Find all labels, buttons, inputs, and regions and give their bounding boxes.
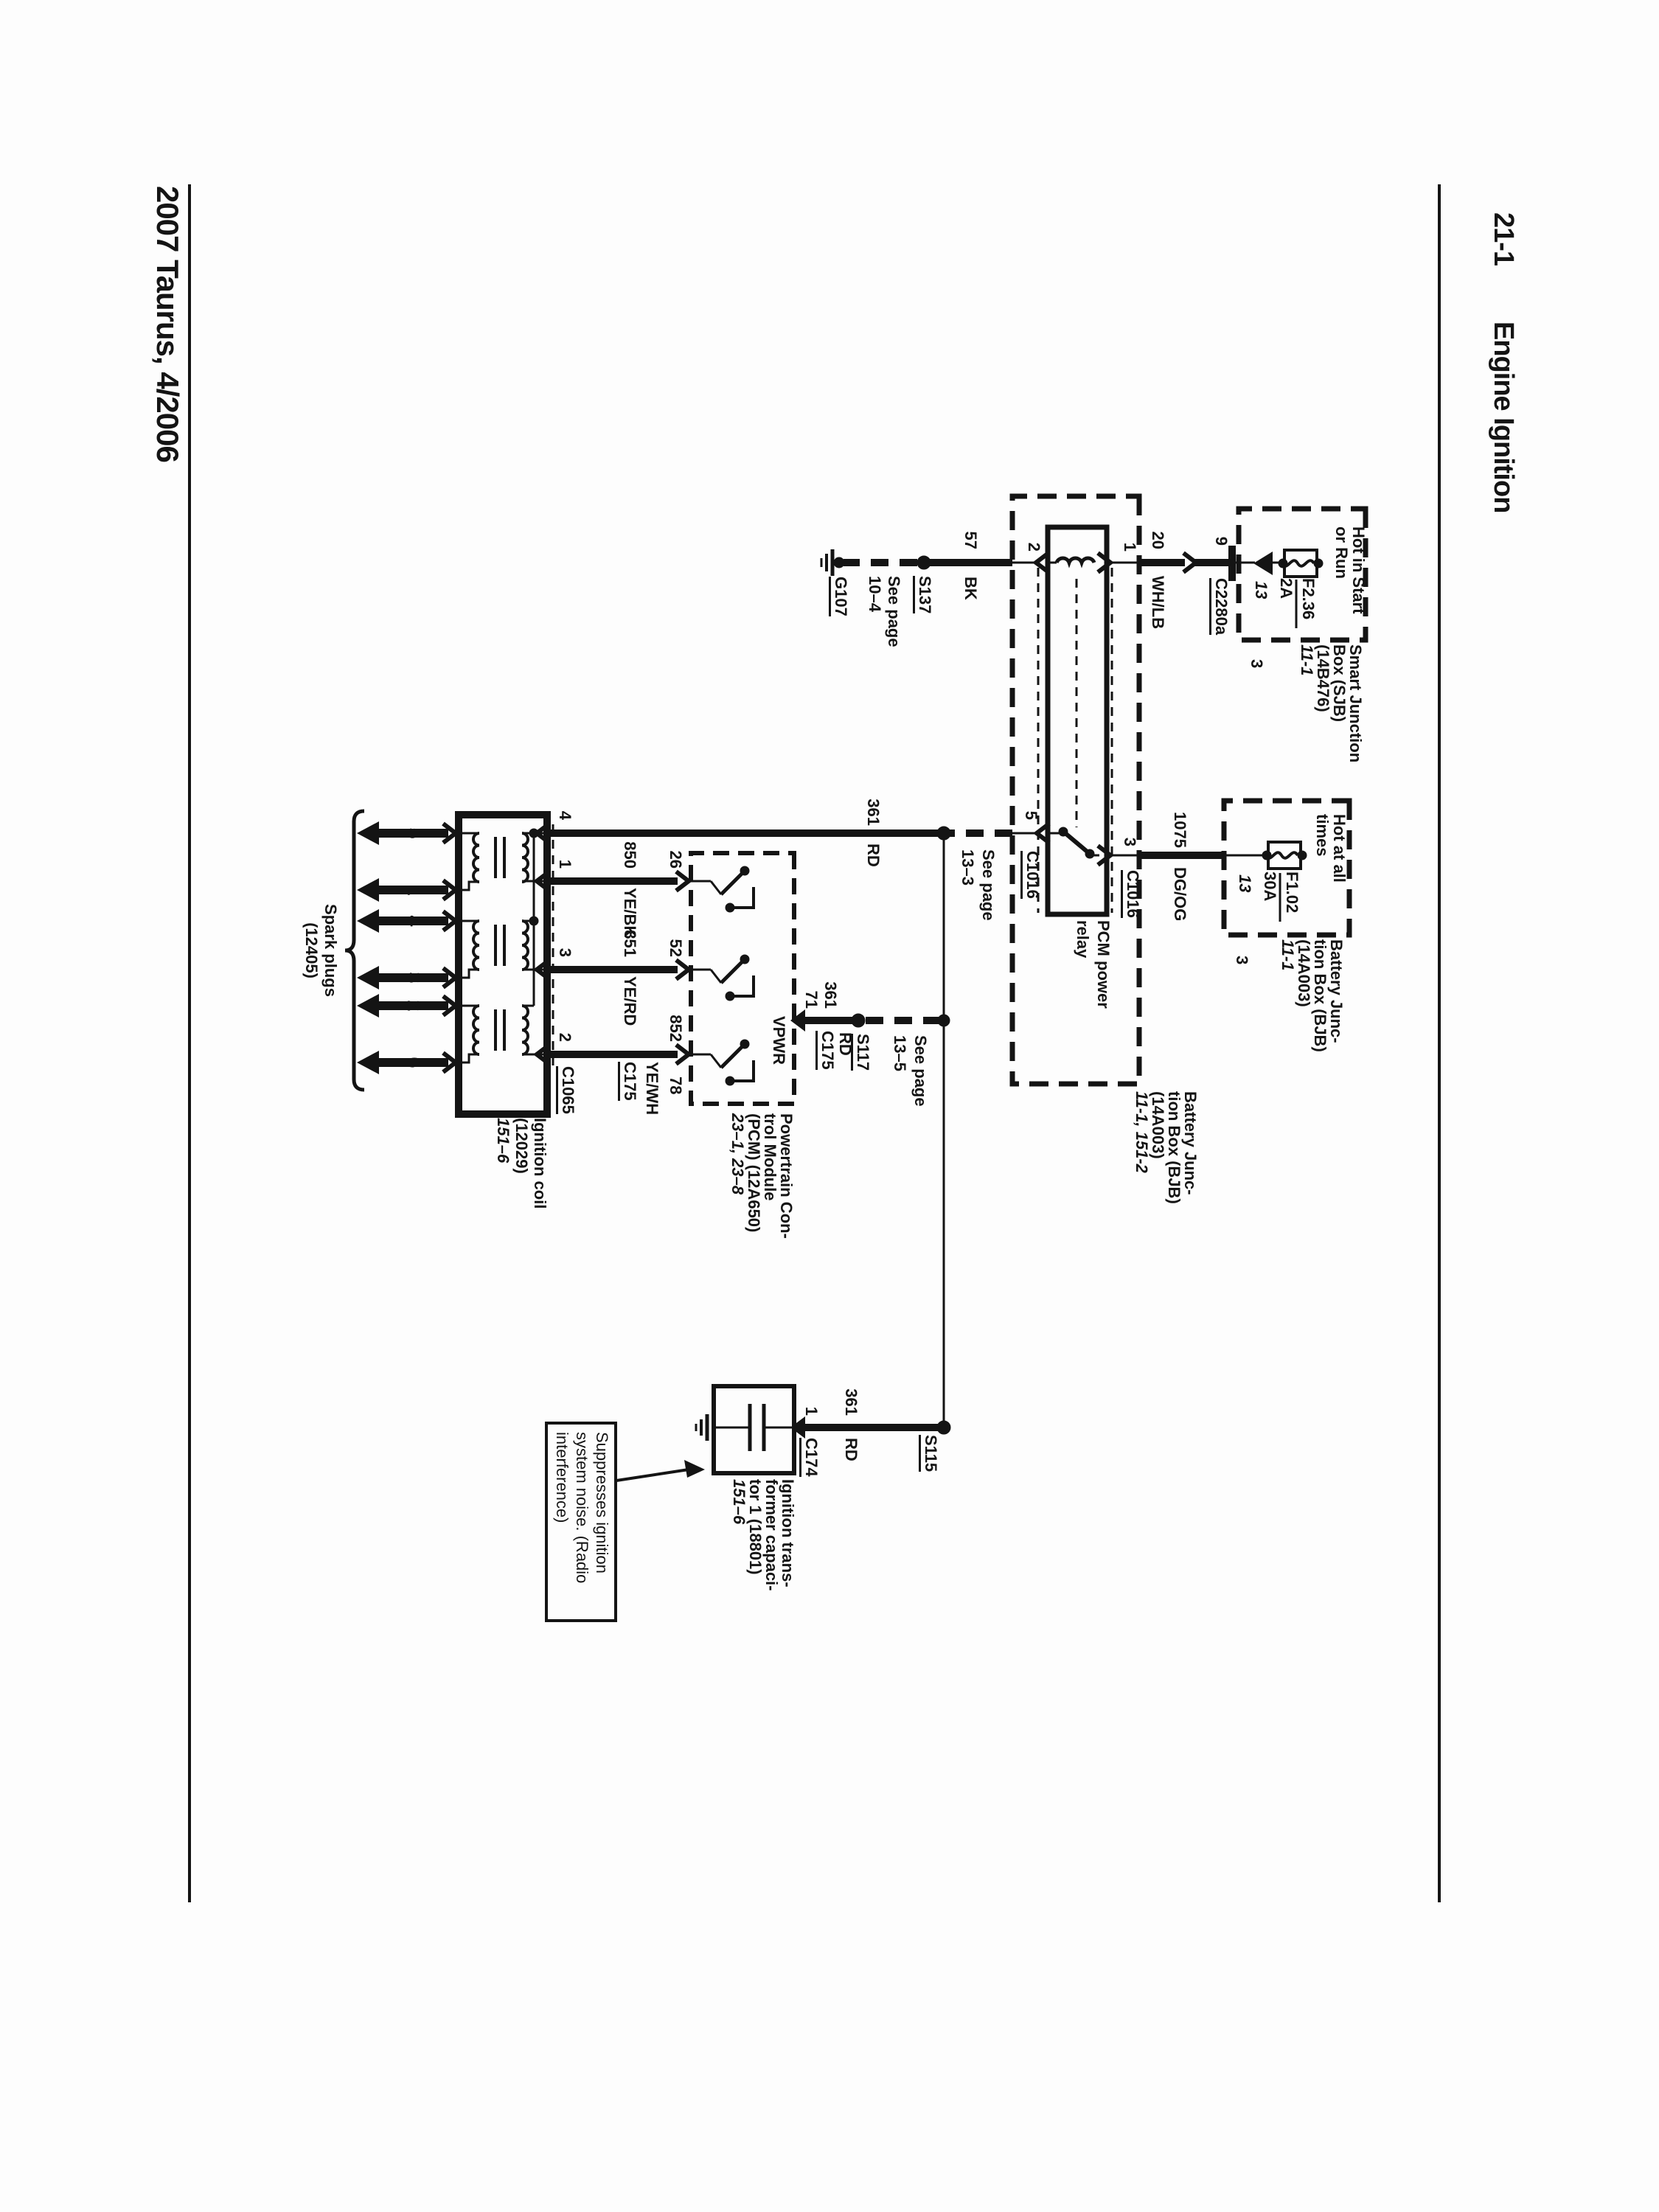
pcm-page-ref: 23–1, 23–8 [728, 1113, 747, 1195]
plug-number-5: 5 [403, 827, 425, 839]
s137-see-line2: 10–4 [866, 576, 884, 612]
splice-s137-dot [917, 556, 931, 569]
feed1-color: YE/BK [621, 888, 639, 938]
c2280a-name: C2280a [1209, 578, 1230, 635]
bjb-grid-ref: 3 [1233, 956, 1251, 965]
note-line1: Suppresses ignition [593, 1432, 611, 1574]
pcm-label-line2: trol Module [761, 1113, 779, 1201]
circuit-361-color: RD [864, 844, 883, 867]
bjb-feed-line2: times [1313, 814, 1332, 857]
cap-connector: C174 [799, 1438, 820, 1477]
vpwr-pin: 71 [802, 990, 821, 1009]
pcm-label-line1: Powertrain Con- [777, 1113, 796, 1239]
plug-number-1: 1 [403, 884, 425, 896]
vpwr-color: RD [836, 1032, 855, 1056]
capacitor-box [714, 1386, 794, 1473]
relay-box-line1: Battery Junc- [1181, 1091, 1200, 1195]
coil-pin1: 1 [556, 859, 574, 869]
pcm-label-line3: (PCM) (12A650) [745, 1113, 763, 1233]
bjb-fuse-name: F1.02 [1283, 872, 1301, 914]
wire-hot-at-all-times-feed [1059, 827, 1264, 865]
feed3-circuit-number: 852 [667, 1015, 685, 1042]
coil-pin4: 4 [556, 810, 574, 820]
bjb-page-ref: 11-1 [1279, 939, 1297, 971]
feed2-pcm-pin: 52 [667, 939, 685, 957]
circuit-57-number: 57 [961, 531, 980, 549]
page-number: 21-1 [1488, 212, 1519, 266]
sjb-page-ref: 11-1 [1298, 644, 1316, 676]
sjb-name-line2: Box (SJB) [1330, 644, 1349, 723]
coil-pin2: 2 [556, 1032, 574, 1042]
bjb-fuse-amps: 30A [1261, 872, 1279, 902]
cap-label-line1: Ignition trans- [779, 1479, 797, 1587]
wire-vpwr [790, 1009, 941, 1032]
coil-label-line2: (12029) [512, 1118, 531, 1174]
bjb-name-line2: tion Box (BJB) [1311, 939, 1329, 1052]
s137-see-line1: See page [885, 576, 903, 647]
circuit-20-number: 20 [1149, 531, 1167, 549]
spark-plug-towers [345, 811, 456, 1090]
coil-connector: C1065 [556, 1066, 577, 1114]
cap-label-line3: tor 1 (18801) [746, 1479, 765, 1575]
note-arrow-icon [684, 1460, 705, 1478]
see-13-3-line1: See page [979, 849, 998, 921]
circuit-1075-color: DG/OG [1171, 867, 1189, 922]
vpwr-circuit-number: 361 [821, 981, 840, 1009]
sjb-feed-line1: Hot in Start [1349, 526, 1368, 614]
relay-connector-bottom: C1016 [1020, 851, 1041, 899]
c2280a-bar [1228, 546, 1236, 581]
relay-box-line3: (14A003) [1149, 1091, 1167, 1159]
splice-s115-label: S115 [919, 1435, 939, 1472]
sjb-fuse-cavity: 13 [1252, 581, 1270, 599]
plug-number-6: 6 [403, 1057, 425, 1068]
chevron-up-icon [1183, 553, 1196, 572]
driver-2 [537, 955, 754, 1001]
cap-label-line2: former capaci- [762, 1479, 781, 1591]
cap-pin: 1 [802, 1406, 821, 1416]
note-line2: system noise. (Radio [573, 1432, 591, 1584]
relay-pin3: 3 [1121, 837, 1139, 846]
splice-s137-label: S137 [913, 576, 933, 613]
feed2-color: YE/RD [621, 976, 639, 1026]
feed2-circuit-number: 851 [621, 930, 639, 957]
note-line3: interference) [553, 1432, 571, 1523]
bjb-name-line1: Battery Junc- [1327, 939, 1346, 1043]
s117-see-line1: See page [911, 1035, 930, 1107]
brace-icon [345, 811, 364, 1090]
pcm-connector-bottom: C175 [618, 1062, 639, 1101]
coil-pin3: 3 [556, 947, 574, 957]
cap-circuit-number: 361 [842, 1388, 860, 1416]
coil-transformer-2 [459, 921, 528, 978]
circuit-20-color: WH/LB [1149, 576, 1167, 630]
cap-circuit-color: RD [842, 1438, 860, 1461]
relay-coil-icon [1057, 558, 1094, 563]
relay-connector-top: C1016 [1121, 870, 1141, 918]
splice-s117-label: S117 [851, 1034, 872, 1071]
relay-pin5: 5 [1022, 810, 1040, 820]
ground-g107-label: G107 [829, 577, 849, 616]
sjb-name-line1: Smart Junction [1346, 644, 1365, 763]
c2280a-pin: 9 [1212, 536, 1231, 546]
wire-bk-ground [821, 549, 1012, 576]
circuit-361-number: 361 [864, 799, 883, 826]
relay-name-line2: relay [1074, 920, 1092, 959]
vpwr-pin-name: VPWR [770, 1016, 788, 1065]
plug-number-4: 4 [403, 915, 425, 927]
vpwr-connector: C175 [815, 1031, 836, 1070]
bjb-name-line3: (14A003) [1295, 939, 1313, 1007]
relay-pin2: 2 [1025, 542, 1043, 552]
see-13-3-line2: 13–3 [959, 849, 977, 886]
plug-number-2: 2 [403, 1000, 425, 1012]
coil-transformer-3 [459, 1006, 528, 1062]
spark-plugs-label-line2: (12405) [302, 922, 321, 978]
feed1-pcm-pin: 26 [667, 850, 685, 869]
relay-pin1: 1 [1121, 542, 1139, 552]
cap-page-ref: 151–6 [730, 1479, 748, 1525]
sjb-fuse-amps: 2A [1277, 578, 1295, 599]
coil-page-ref: 151–6 [494, 1118, 512, 1164]
footer-text: 2007 Taurus, 4/2006 [150, 186, 185, 462]
coil-label-line1: Ignition coil [531, 1118, 549, 1209]
sjb-feed-line2: or Run [1332, 526, 1351, 579]
spark-plugs-label-line1: Spark plugs [321, 904, 340, 997]
connector-arrow-icon [1253, 552, 1273, 575]
page-title: Engine Ignition [1488, 321, 1519, 513]
driver-1 [537, 866, 754, 912]
feed3-color: YE/WH [643, 1062, 661, 1116]
sjb-name-line3: (14B476) [1314, 644, 1332, 712]
bjb-feed-line1: Hot at all [1330, 814, 1349, 883]
relay-box-line2: tion Box (BJB) [1165, 1091, 1183, 1204]
ignition-coil-box [459, 815, 547, 1114]
bjb-fuse-cavity: 13 [1236, 874, 1254, 893]
pcm-coil-drivers [537, 866, 754, 1085]
relay-box-page-ref: 11-1, 151-2 [1133, 1091, 1151, 1173]
feed1-circuit-number: 850 [621, 841, 639, 869]
s117-see-line2: 13–5 [891, 1035, 909, 1071]
feed3-pcm-pin: 78 [667, 1077, 685, 1095]
circuit-57-color: BK [961, 577, 980, 600]
relay-name-line1: PCM power [1094, 920, 1113, 1009]
circuit-1075-number: 1075 [1171, 812, 1189, 848]
pcm-box [691, 853, 794, 1104]
coil-transformer-1 [459, 833, 528, 890]
plug-number-3: 3 [403, 972, 425, 984]
sjb-grid-ref: 3 [1248, 659, 1266, 669]
sjb-fuse-name: F2.36 [1299, 578, 1318, 620]
